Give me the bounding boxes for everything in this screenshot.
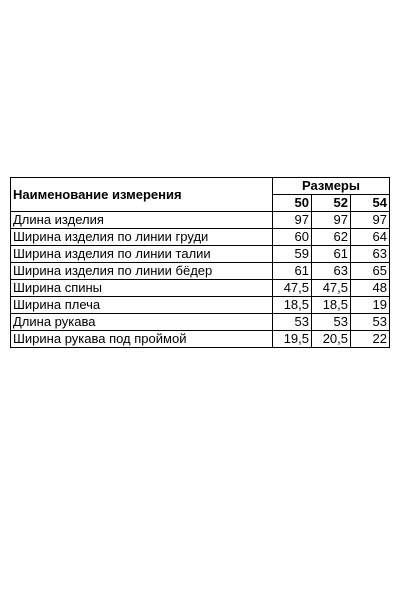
table-row: [11, 297, 390, 314]
measurement-value: 18,5: [312, 297, 351, 314]
measurement-value: 97: [312, 212, 351, 229]
measurement-value: 59: [273, 246, 312, 263]
measurement-value: 62: [312, 229, 351, 246]
measurement-name: Длина рукава: [11, 314, 273, 331]
sizes-header: Размеры: [273, 178, 390, 195]
measurement-value: 20,5: [312, 331, 351, 348]
measurement-value: 48: [351, 280, 390, 297]
measurement-value: 47,5: [312, 280, 351, 297]
measurement-name: Длина изделия: [11, 212, 273, 229]
measurement-value: 61: [312, 246, 351, 263]
measurement-value: 53: [273, 314, 312, 331]
measurement-value: 19,5: [273, 331, 312, 348]
table-row: [11, 263, 390, 280]
measurement-name: Ширина изделия по линии груди: [11, 229, 273, 246]
table-row: [11, 331, 390, 348]
measurement-name: Ширина рукава под проймой: [11, 331, 273, 348]
size-table: [10, 177, 390, 348]
table-row: [11, 212, 390, 229]
measurement-value: 64: [351, 229, 390, 246]
measurement-value: 97: [351, 212, 390, 229]
table-row: [11, 229, 390, 246]
measurement-name: Ширина плеча: [11, 297, 273, 314]
measurement-name: Ширина изделия по линии талии: [11, 246, 273, 263]
measurement-value: 19: [351, 297, 390, 314]
measurement-value: 53: [351, 314, 390, 331]
measurement-name: Ширина изделия по линии бёдер: [11, 263, 273, 280]
measurement-name: Ширина спины: [11, 280, 273, 297]
size-header-54: 54: [351, 195, 390, 212]
measurement-name-header: Наименование измерения: [11, 178, 273, 212]
measurement-value: 47,5: [273, 280, 312, 297]
table-row: [11, 246, 390, 263]
measurement-value: 53: [312, 314, 351, 331]
table-header-row: [11, 178, 390, 195]
measurement-value: 97: [273, 212, 312, 229]
measurement-value: 63: [351, 246, 390, 263]
table-row: [11, 314, 390, 331]
measurement-value: 60: [273, 229, 312, 246]
measurement-value: 18,5: [273, 297, 312, 314]
measurement-value: 22: [351, 331, 390, 348]
size-header-50: 50: [273, 195, 312, 212]
size-header-52: 52: [312, 195, 351, 212]
measurement-value: 63: [312, 263, 351, 280]
measurement-value: 61: [273, 263, 312, 280]
measurement-value: 65: [351, 263, 390, 280]
table-row: [11, 280, 390, 297]
